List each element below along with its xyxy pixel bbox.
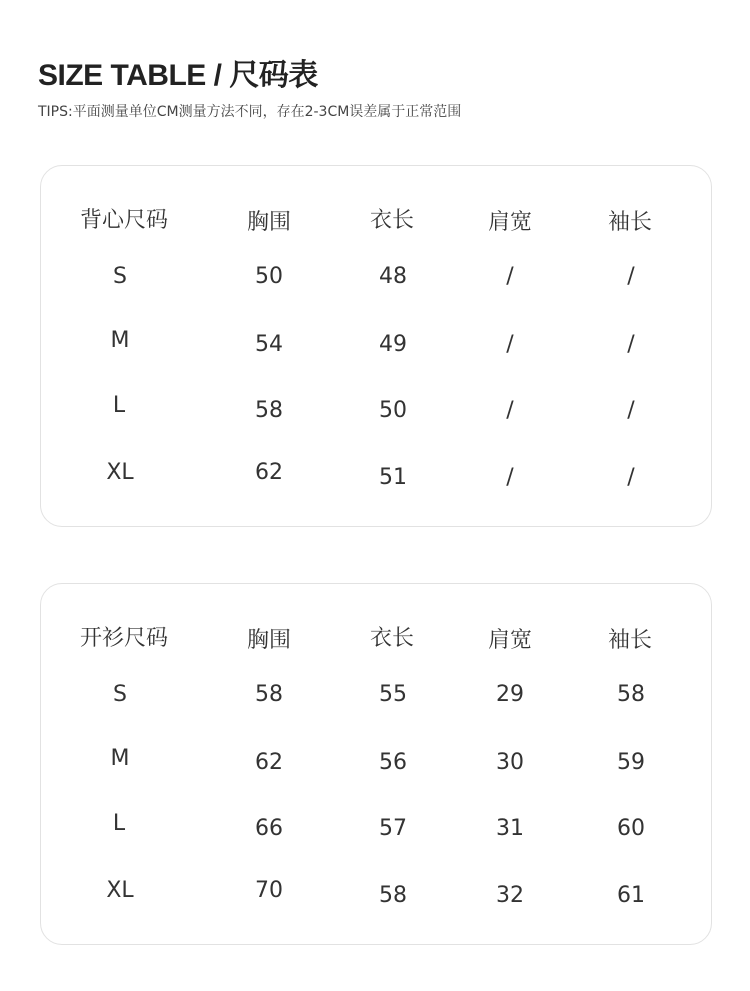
header-chest: 胸围 — [246, 210, 292, 235]
table-cell: 57 — [379, 816, 407, 841]
table-cell: M — [110, 328, 130, 353]
table-cell: 29 — [496, 682, 524, 707]
table-cell: XL — [106, 460, 134, 485]
header-chest: 胸围 — [246, 628, 292, 653]
table-cell: 58 — [255, 398, 283, 423]
table-cell: 59 — [617, 750, 645, 775]
table-cell: 61 — [617, 883, 645, 908]
cardigan-size-table — [40, 583, 712, 945]
table-cell: 70 — [255, 878, 283, 903]
page-title: SIZE TABLE / 尺码表 — [38, 59, 318, 92]
table-cell: 66 — [255, 816, 283, 841]
table-cell: / — [506, 264, 514, 289]
header-sleeve: 袖长 — [607, 628, 653, 653]
vest-size-table — [40, 165, 712, 527]
header-size: 开衫尺码 — [79, 626, 169, 651]
header-size: 背心尺码 — [79, 208, 169, 233]
table-cell: 32 — [496, 883, 524, 908]
table-cell: 31 — [496, 816, 524, 841]
table-cell: / — [506, 398, 514, 423]
header-length: 衣长 — [369, 208, 415, 233]
table-cell: 62 — [255, 460, 283, 485]
table-cell: S — [113, 682, 127, 707]
table-cell: 62 — [255, 750, 283, 775]
table-cell: 30 — [496, 750, 524, 775]
table-cell: M — [110, 746, 130, 771]
table-cell: / — [627, 465, 635, 490]
header-shoulder: 肩宽 — [487, 628, 533, 653]
table-cell: / — [627, 398, 635, 423]
table-cell: 48 — [379, 264, 407, 289]
table-cell: 51 — [379, 465, 407, 490]
table-cell: 60 — [617, 816, 645, 841]
table-cell: / — [627, 332, 635, 357]
table-cell: L — [112, 811, 126, 836]
table-cell: 55 — [379, 682, 407, 707]
table-cell: S — [113, 264, 127, 289]
table-cell: 54 — [255, 332, 283, 357]
table-cell: 58 — [379, 883, 407, 908]
table-cell: 58 — [617, 682, 645, 707]
table-cell: 50 — [379, 398, 407, 423]
table-cell: / — [506, 465, 514, 490]
table-cell: / — [627, 264, 635, 289]
table-cell: 56 — [379, 750, 407, 775]
table-cell: / — [506, 332, 514, 357]
tips-note: TIPS:平面测量单位CM测量方法不同，存在2-3CM误差属于正常范围 — [38, 104, 462, 120]
table-cell: 49 — [379, 332, 407, 357]
table-cell: 50 — [255, 264, 283, 289]
header-sleeve: 袖长 — [607, 210, 653, 235]
table-cell: 58 — [255, 682, 283, 707]
table-cell: L — [112, 393, 126, 418]
header-length: 衣长 — [369, 626, 415, 651]
table-cell: XL — [106, 878, 134, 903]
header-shoulder: 肩宽 — [487, 210, 533, 235]
